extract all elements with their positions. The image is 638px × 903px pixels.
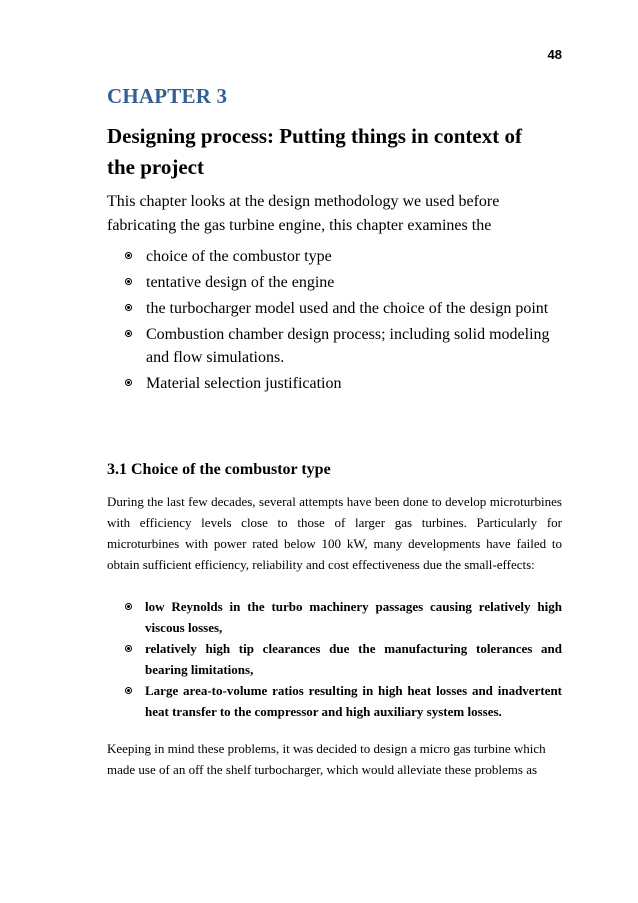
chapter-label: CHAPTER 3: [107, 84, 228, 108]
chapter-title: Designing process: Putting things in context of the project: [107, 124, 522, 179]
list-item: [107, 372, 557, 395]
bullet-icon: [125, 252, 132, 259]
list-item: [107, 596, 562, 638]
bullet-icon: [125, 379, 132, 386]
section-heading: 3.1 Choice of the combustor type: [107, 461, 331, 478]
bullet-icon: [125, 603, 132, 610]
list-item-text: tentative design of the engine: [146, 274, 335, 291]
list-item-text: Material selection justification: [146, 375, 342, 392]
list-item-text: low Reynolds in the turbo machinery passages causing relatively high viscous losses,: [145, 599, 562, 635]
bullet-icon: [125, 645, 132, 652]
chapter-topics-list: [107, 245, 557, 398]
page-number: 48: [547, 47, 562, 62]
bullet-icon: [125, 687, 132, 694]
list-item-text: the turbocharger model used and the choice of the design point: [146, 300, 549, 317]
list-item: [107, 323, 557, 369]
list-item: [107, 680, 562, 722]
list-item-text: Combustion chamber design process; including solid modeling and flow simulations.: [146, 326, 550, 366]
list-item: [107, 638, 562, 680]
small-effects-list: [107, 596, 562, 722]
chapter-intro: This chapter looks at the design methodology we used before fabricating the gas turbine engine, this chapter examines the: [107, 193, 500, 234]
bullet-icon: [125, 278, 132, 285]
list-item: [107, 297, 557, 320]
section-paragraph-2: Keeping in mind these problems, it was decided to design a micro gas turbine which made use of an off the shelf turbocharger, which would alleviate these problems as: [107, 741, 546, 777]
bullet-icon: [125, 330, 132, 337]
list-item: [107, 245, 557, 268]
list-item-text: relatively high tip clearances due the manufacturing tolerances and bearing limitations,: [145, 641, 562, 677]
list-item: [107, 271, 557, 294]
list-item-text: Large area-to-volume ratios resulting in high heat losses and inadvertent heat transfer to the compressor and high auxiliary system losses.: [145, 683, 562, 719]
bullet-icon: [125, 304, 132, 311]
list-item-text: choice of the combustor type: [146, 248, 332, 265]
section-paragraph-1: During the last few decades, several attempts have been done to develop microturbines with efficiency levels close to those of larger gas turbines. Particularly for microturbines with power rated below 100 kW, many developments have failed to obtain sufficient efficiency, reliability and cost effectiveness due the small-effects:: [107, 494, 562, 572]
